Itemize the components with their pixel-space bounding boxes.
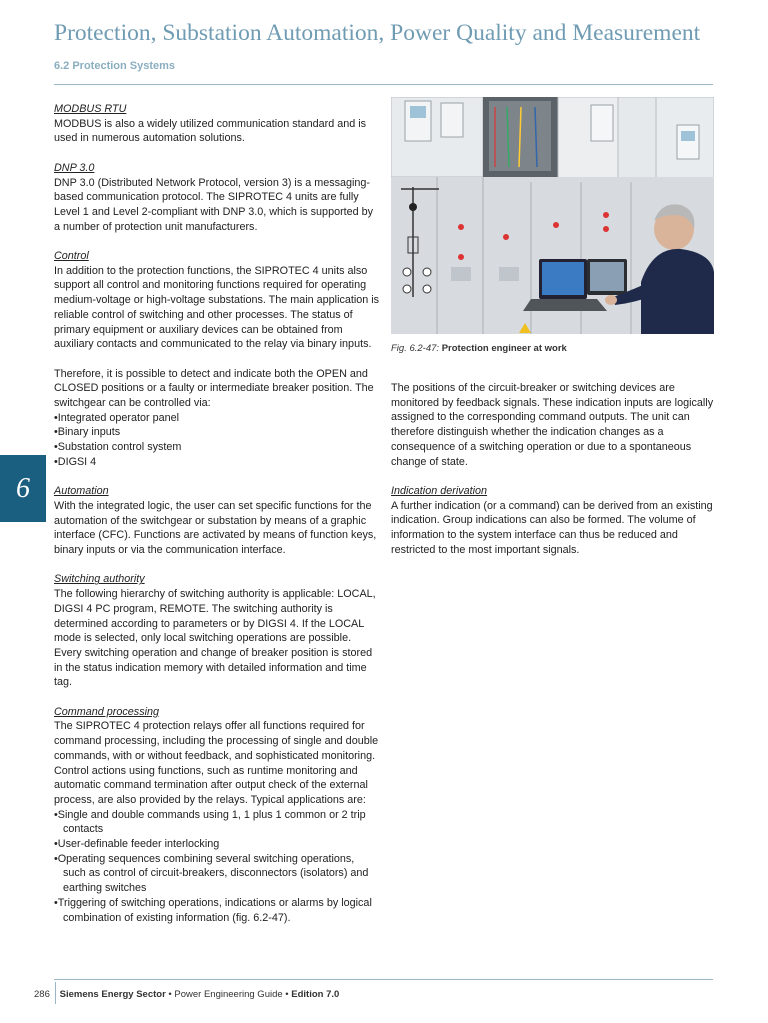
command-processing-heading: Command processing xyxy=(54,705,160,718)
chapter-tab[interactable]: 6 xyxy=(0,455,46,522)
right-column xyxy=(391,381,715,572)
command-list xyxy=(54,808,380,926)
footer-sep: • xyxy=(282,989,292,1000)
header-rule xyxy=(54,84,713,85)
modbus-text: MODBUS is also a widely utilized communication standard and is used in numerous automation solutions. xyxy=(54,117,367,145)
list-item: • Integrated operator panel xyxy=(54,411,380,426)
control-list xyxy=(54,411,380,470)
left-column xyxy=(54,102,380,925)
positions-text: The positions of the circuit-breaker or switching devices are monitored by feedback signals. These indication inputs are logically assigned to the corresponding command outputs. The unit can therefore distinguish whether the indication changes as a consequence of a switching operation or due to a spontaneous change of state. xyxy=(391,382,714,468)
footer-sep: • xyxy=(165,989,175,1000)
footer xyxy=(34,989,339,1000)
footer-rule xyxy=(54,979,713,980)
list-item: • User-definable feeder interlocking xyxy=(54,837,380,852)
switching-authority-heading: Switching authority xyxy=(54,573,145,586)
list-item: • DIGSI 4 xyxy=(54,455,380,470)
list-item: • Triggering of switching operations, indications or alarms by logical combination of existing information (fig. 6.2-47). xyxy=(54,896,380,925)
list-item: • Binary inputs xyxy=(54,425,380,440)
page-title: Protection, Substation Automation, Power Quality and Measurement xyxy=(54,20,701,46)
dnp-heading: DNP 3.0 xyxy=(54,161,95,174)
modbus-heading: MODBUS RTU xyxy=(54,103,127,115)
command-processing-text: The SIPROTEC 4 protection relays offer all functions required for command processing, including the processing of single and double commands, with or without feedback, and sophisticated monitoring. Control actions using functions, such as runtime monitoring and automatic command termination after output check of the external process, are also provided by the relays. Typical applications are: xyxy=(54,720,379,806)
protection-engineer-photo xyxy=(391,97,714,334)
figure-caption xyxy=(391,343,567,354)
page-number: 286 xyxy=(34,989,50,1000)
indication-text: A further indication (or a command) can be derived from an existing indication. Group indications can also be formed. The volume of information to the system interface can thus be reduced and restricted to the most important signals. xyxy=(391,499,713,556)
automation-heading: Automation xyxy=(54,485,109,498)
footer-publisher: Siemens Energy Sector xyxy=(59,989,166,1000)
control-text: In addition to the protection functions, the SIPROTEC 4 units also support all control and monitoring functions required for operating medium-voltage or high-voltage substations. The main application is reliable control of switching and other processes. The status of primary equipment or auxiliary devices can be obtained from auxiliary contacts and communicated to the relay via binary inputs. xyxy=(54,264,380,351)
control-text-2: Therefore, it is possible to detect and indicate both the OPEN and CLOSED positions or a faulty or intermediate breaker position. The switchgear can be controlled via: xyxy=(54,367,374,410)
dnp-text: DNP 3.0 (Distributed Network Protocol, version 3) is a messaging-based communication protocol. The SIPROTEC 4 units are fully Level 1 and Level 2-compliant with DNP 3.0, which is supported by a number of protection unit manufacturers. xyxy=(54,176,374,233)
control-heading: Control xyxy=(54,250,89,262)
indication-heading: Indication derivation xyxy=(391,484,488,497)
figure-title: Protection engineer at work xyxy=(441,343,567,354)
switching-authority-text: The following hierarchy of switching authority is applicable: LOCAL, DIGSI 4 PC program, REMOTE. The switching authority is determined according to parameters or by DIGSI 4. If the LOCAL mode is selected, only local switching operations are possible. Every switching operation and change of breaker position is stored in the status indication memory with detailed information and time tag. xyxy=(54,588,376,689)
footer-guide: Power Engineering Guide xyxy=(174,989,283,1000)
figure-number: Fig. 6.2-47: xyxy=(391,343,440,354)
automation-text: With the integrated logic, the user can set specific functions for the automation of the switchgear or substation by means of a graphic interface (CFC). Functions are activated by means of function keys, binary inputs or via the communication interface. xyxy=(54,499,377,557)
list-item: • Single and double commands using 1, 1 plus 1 common or 2 trip contacts xyxy=(54,808,380,837)
section-label: 6.2 Protection Systems xyxy=(54,60,176,72)
list-item: • Substation control system xyxy=(54,440,380,455)
footer-edition: Edition 7.0 xyxy=(291,989,340,1000)
list-item: • Operating sequences combining several switching operations, such as control of circuit-breakers, disconnectors (isolators) and earthing switches xyxy=(54,852,380,896)
